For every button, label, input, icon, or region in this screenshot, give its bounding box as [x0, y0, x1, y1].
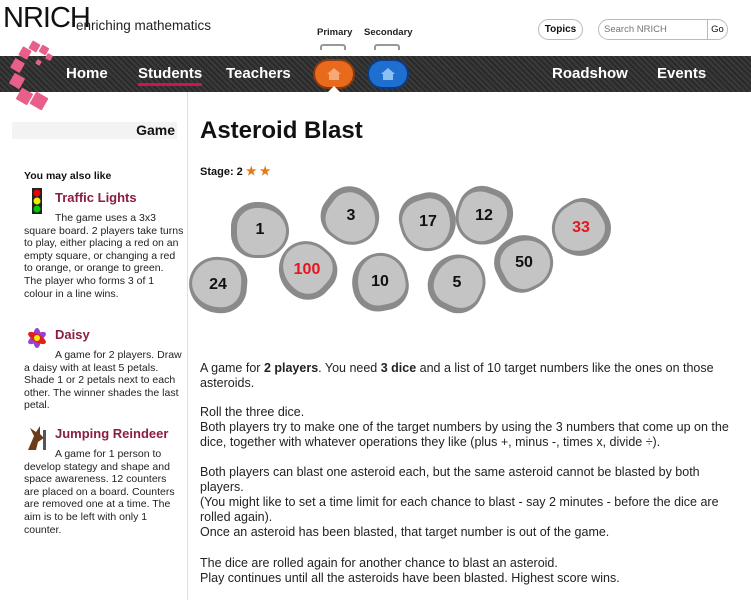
text: A game for	[200, 361, 264, 375]
nav-students[interactable]: Students	[138, 65, 202, 86]
search-box	[598, 19, 728, 40]
text: Once an asteroid has been blasted, that target number is out of the game.	[200, 525, 610, 539]
related-title[interactable]: Jumping Reindeer	[55, 426, 169, 441]
asteroid-number: 5	[452, 274, 462, 291]
page-title: Asteroid Blast	[200, 117, 363, 144]
also-like-heading: You may also like	[24, 170, 112, 182]
nav-events[interactable]: Events	[657, 65, 707, 82]
related-item[interactable]	[24, 426, 184, 536]
asteroid-number: 3	[346, 207, 356, 224]
nav-roadshow[interactable]: Roadshow	[552, 65, 628, 82]
text: Roll the three dice.	[200, 405, 305, 419]
asteroid	[351, 254, 409, 310]
rules-paragraph	[200, 405, 745, 450]
stage-indicator	[200, 164, 270, 178]
main-nav	[0, 56, 751, 92]
topics-button[interactable]: Topics	[538, 19, 583, 40]
asteroid-number: 10	[371, 273, 389, 290]
asteroid	[552, 200, 610, 256]
asteroid-number: 100	[293, 261, 321, 278]
asteroid	[189, 257, 247, 313]
asteroid	[322, 188, 380, 244]
related-item[interactable]	[24, 327, 184, 412]
text: and a list of 10 target numbers like the ones on those asteroids.	[200, 361, 714, 390]
search-input[interactable]	[599, 20, 707, 39]
stage-label: Stage: 2	[200, 166, 243, 178]
asteroid-number: 12	[475, 207, 493, 224]
related-desc: A game for 2 players. Draw a daisy with at least 5 petals. Shade 1 or 2 petals next to each other. The winner shades the last petal.	[24, 349, 182, 412]
text: . You need	[318, 361, 381, 375]
section-label: Game	[12, 122, 177, 139]
rules-paragraph	[200, 465, 745, 540]
text: The dice are rolled again for another chance to blast an asteroid.	[200, 556, 558, 570]
reindeer-icon	[24, 424, 50, 450]
asteroid	[278, 242, 336, 298]
asteroid	[399, 194, 457, 250]
secondary-label[interactable]: Secondary	[364, 27, 413, 38]
related-title[interactable]: Traffic Lights	[55, 190, 137, 205]
related-desc: A game for 1 person to develop stategy and shape and space awareness. 12 counters are placed on a board. Counters are removed one at a time. The aim is to be left with only 1 counter.	[24, 448, 175, 536]
nav-home[interactable]: Home	[66, 65, 108, 82]
star-icon: ★	[245, 164, 257, 178]
asteroid-number: 50	[515, 254, 533, 271]
text: Both players can blast one asteroid each, but the same asteroid cannot be blasted by both players.	[200, 465, 700, 494]
text: (You might like to set a time limit for each chance to blast - say 2 minutes - before the dice are rolled again).	[200, 495, 719, 524]
text: 2 players	[263, 361, 319, 375]
related-title[interactable]: Daisy	[55, 327, 90, 342]
house-icon	[380, 67, 396, 81]
asteroid	[495, 235, 553, 291]
secondary-bracket	[374, 44, 400, 50]
nav-teachers[interactable]: Teachers	[226, 65, 291, 82]
primary-home-button[interactable]	[315, 61, 353, 87]
text: Both players try to make one of the target numbers by using the 3 numbers that come up on the dice, together with whatever operations they like (plus +, minus -, times x, divide ÷).	[200, 420, 729, 449]
related-desc: The game uses a 3x3 square board. 2 players take turns to play, either placing a red on an empty square, or changing a red to orange, or orange to green. The player who forms 3 of 1 colour in a line wins.	[24, 212, 184, 300]
intro-paragraph	[200, 361, 745, 391]
asteroid-number: 17	[419, 213, 437, 230]
search-go-button[interactable]: Go	[707, 20, 727, 39]
text: Play continues until all the asteroids have been blasted. Highest score wins.	[200, 571, 620, 585]
daisy-icon	[24, 325, 50, 351]
primary-label[interactable]: Primary	[317, 27, 353, 38]
star-icon: ★	[259, 164, 271, 178]
primary-bracket	[320, 44, 346, 50]
asteroid-number: 1	[255, 221, 265, 238]
tagline: enriching mathematics	[76, 18, 212, 33]
asteroid-number: 33	[572, 219, 590, 236]
asteroid	[428, 255, 486, 311]
nav-pointer	[327, 86, 341, 93]
logo-spiral-icon	[8, 40, 58, 112]
rules-paragraph	[200, 556, 745, 586]
asteroid-number: 24	[209, 276, 227, 293]
secondary-home-button[interactable]	[369, 61, 407, 87]
traffic-light-icon	[24, 188, 50, 214]
text: 3 dice	[380, 361, 417, 375]
house-icon	[326, 67, 342, 81]
related-item[interactable]	[24, 190, 184, 300]
logo[interactable]: NRICH	[3, 2, 90, 34]
